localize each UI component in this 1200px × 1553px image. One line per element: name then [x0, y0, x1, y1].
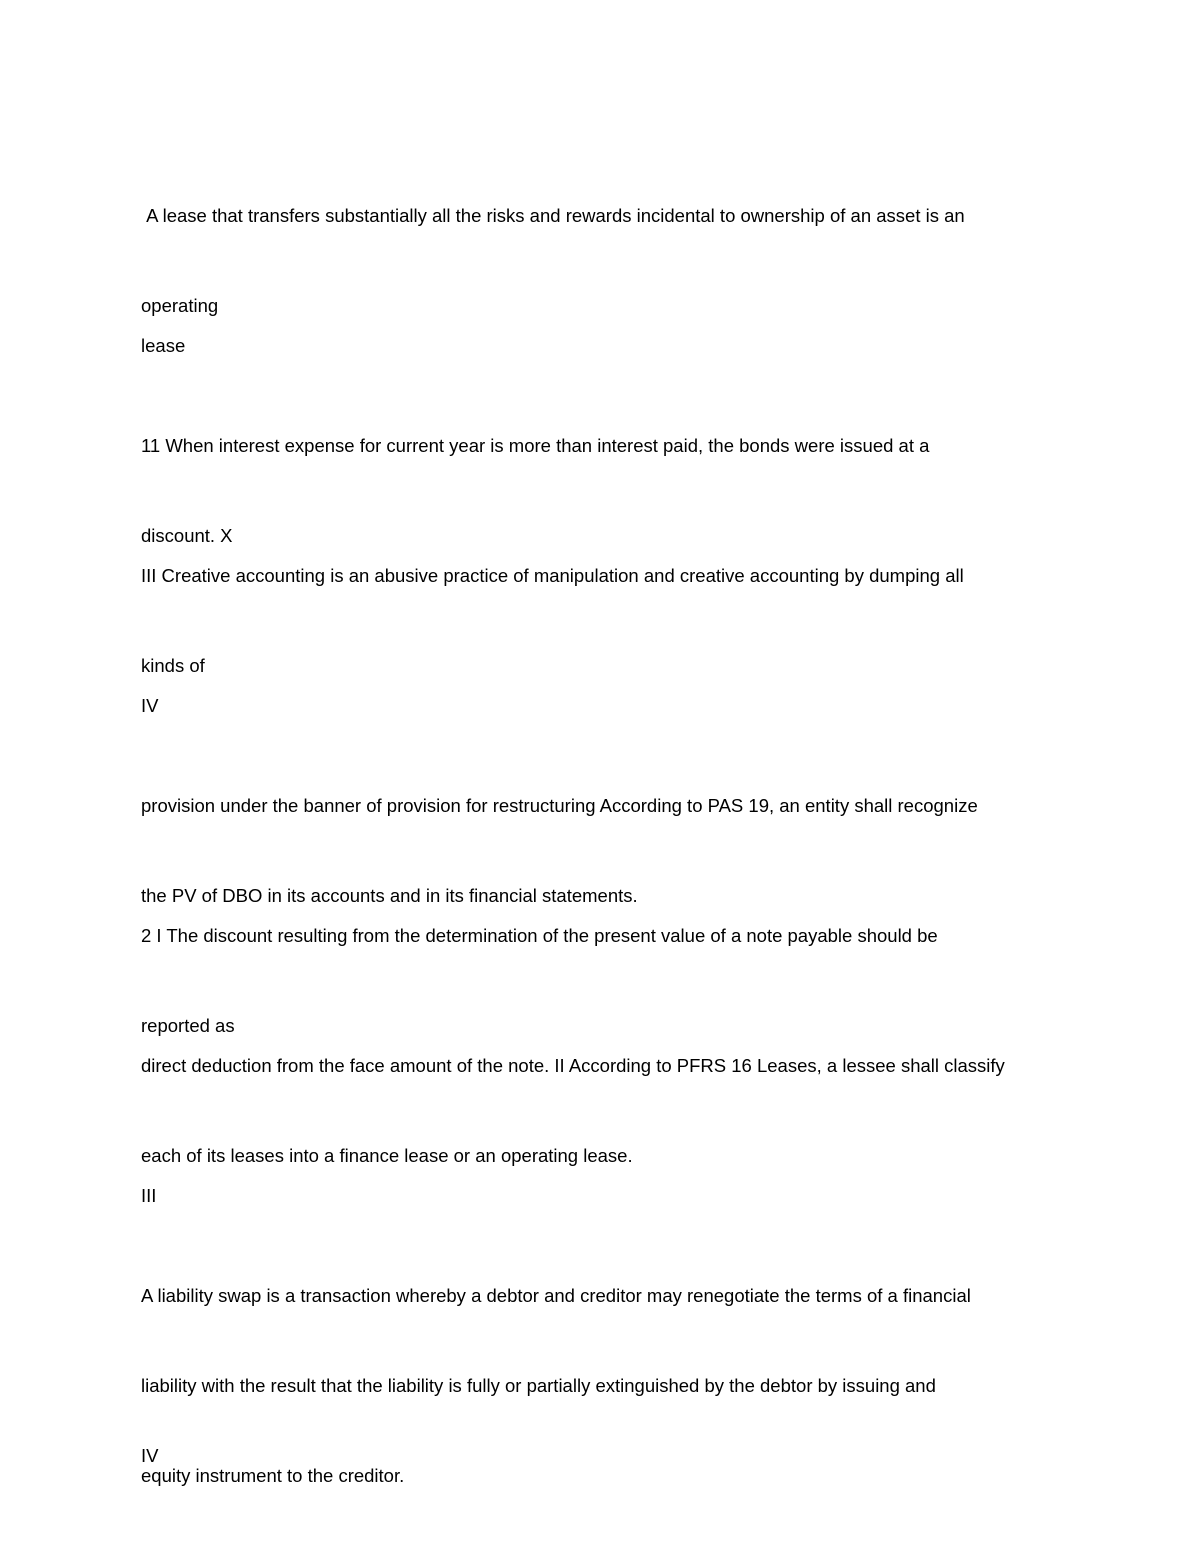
text-line: A lease that transfers substantially all the risks and rewards incidental to ownership of an asset is an: [141, 205, 965, 226]
text-line: discount. X: [141, 525, 233, 546]
paragraph-numeral-iv-end: [141, 1381, 1101, 1531]
text-line: A liability swap is a transaction whereby a debtor and creditor may renegotiate the terms of a financial: [141, 1285, 971, 1306]
text-line: kinds of: [141, 655, 205, 676]
text-line: each of its leases into a finance lease or an operating lease.: [141, 1145, 633, 1166]
text-line: IV: [141, 695, 159, 716]
text-line: liability with the result that the liability is fully or partially extinguished by the debtor by issuing and: [141, 1375, 936, 1396]
text-line: equity instrument to the creditor.: [141, 1465, 405, 1486]
text-line: operating: [141, 295, 219, 316]
text-line: 2 I The discount resulting from the determination of the present value of a note payable should be: [141, 925, 938, 946]
text-line: IV: [141, 1445, 159, 1466]
text-line: lease: [141, 335, 186, 356]
text-line: the PV of DBO in its accounts and in its financial statements.: [141, 885, 638, 906]
text-line: III: [141, 1185, 157, 1206]
text-line: reported as: [141, 1015, 235, 1036]
text-line: III Creative accounting is an abusive practice of manipulation and creative accounting by dumping all: [141, 565, 964, 586]
text-line: provision under the banner of provision for restructuring According to PAS 19, an entity shall recognize: [141, 795, 978, 816]
text-line: 11 When interest expense for current year is more than interest paid, the bonds were issued at a: [141, 435, 930, 456]
text-line: direct deduction from the face amount of the note. II According to PFRS 16 Leases, a lessee shall classify: [141, 1055, 1005, 1076]
